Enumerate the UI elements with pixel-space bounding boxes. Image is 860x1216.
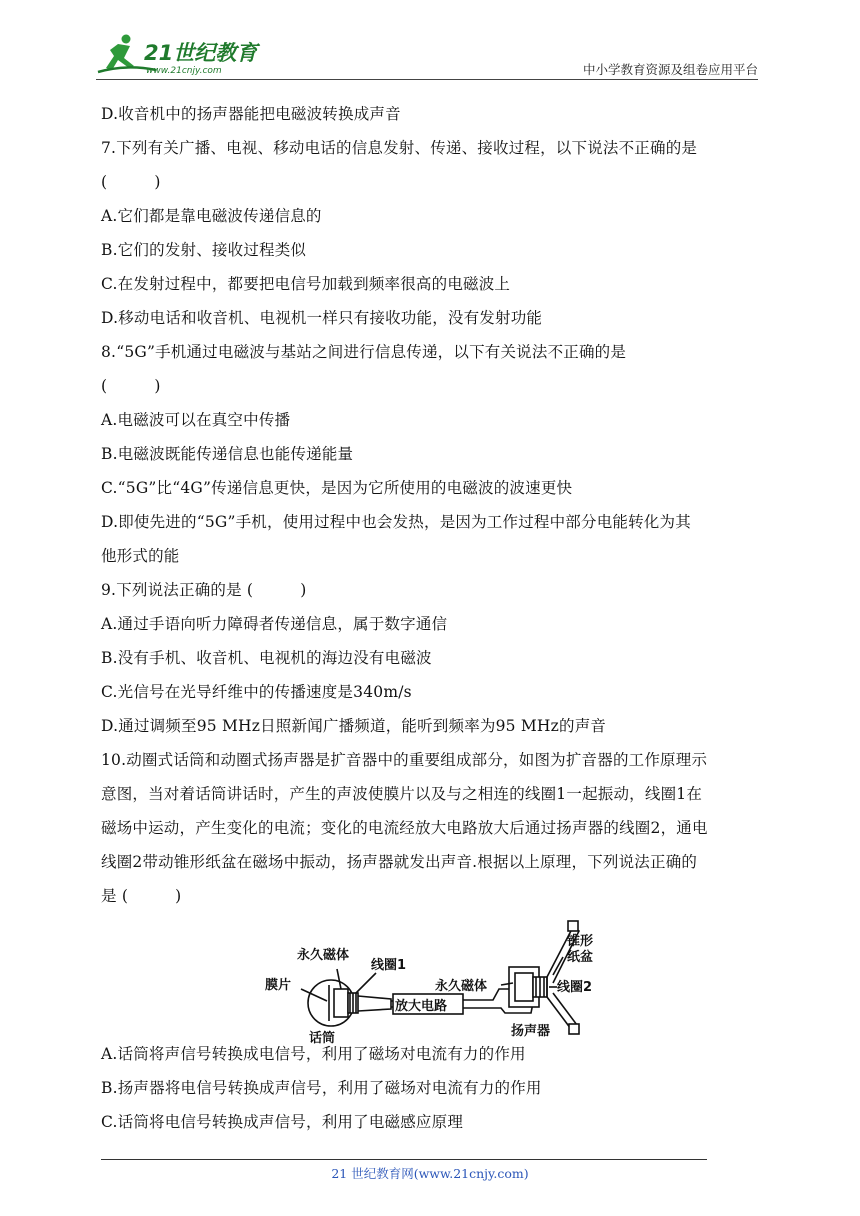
label-permanent-magnet-1: 永久磁体 [297,948,350,963]
question-7-option-d: D.移动电话和收音机、电视机一样只有接收功能，没有发射功能 [101,309,543,327]
question-10-option-a: A.话筒将声信号转换成电信号，利用了磁场对电流有力的作用 [101,1045,526,1063]
question-8-option-a: A.电磁波可以在真空中传播 [101,411,291,429]
label-cone-1: 锥形 [567,934,594,949]
footer-text[interactable]: 21 世纪教育网(www.21cnjy.com) [331,1166,529,1181]
question-10-stem-4: 线圈2带动锥形纸盆在磁场中振动，扬声器就发出声音.根据以上原理，下列说法正确的 [101,853,698,871]
question-9-stem: 9.下列说法正确的是 ( ) [101,581,307,599]
question-7-stem: 7.下列有关广播、电视、移动电话的信息发射、传递、接收过程，以下说法不正确的是 [101,139,698,157]
logo-text: 21世纪教育 [144,41,258,65]
amplifier-diagram [101,917,761,1046]
label-permanent-magnet-2: 永久磁体 [435,979,488,994]
label-coil-2: 线圈2 [557,980,593,995]
page-header [96,30,758,80]
question-10-stem-2: 意图，当对着话筒讲话时，产生的声波使膜片以及与之相连的线圈1一起振动，线圈1在 [101,785,703,803]
question-7-option-a: A.它们都是靠电磁波传递信息的 [101,207,322,225]
text-line: D.收音机中的扬声器能把电磁波转换成声音 [101,105,401,123]
question-8-blank: ( ) [101,377,161,395]
question-10-stem-3: 磁场中运动，产生变化的电流；变化的电流经放大电路放大后通过扬声器的线圈2，通电 [101,819,708,837]
question-7-option-c: C.在发射过程中，都要把电信号加载到频率很高的电磁波上 [101,275,511,293]
permanent-magnet-1 [334,989,348,1017]
question-10-option-c: C.话筒将电信号转换成声信号，利用了电磁感应原理 [101,1113,464,1131]
question-9-option-a: A.通过手语向听力障碍者传递信息，属于数字通信 [101,615,448,633]
question-10-blank: 是 ( ) [101,887,182,905]
header-divider [96,79,758,80]
document-body [101,97,761,1139]
label-amplifier: 放大电路 [395,999,448,1014]
logo-url: www.21cnjy.com [146,66,222,76]
question-10-option-b: B.扬声器将电信号转换成声信号，利用了磁场对电流有力的作用 [101,1079,542,1097]
cone-bottom-cap [569,1024,579,1034]
question-9-option-b: B.没有手机、收音机、电视机的海边没有电磁波 [101,649,432,667]
label-microphone: 话筒 [309,1031,336,1046]
question-9-option-d: D.通过调频至95 MHz日照新闻广播频道，能听到频率为95 MHz的声音 [101,717,607,735]
question-7-blank: ( ) [101,173,161,191]
question-8-option-c: C.“5G”比“4G”传递信息更快，是因为它所使用的电磁波的波速更快 [101,479,573,497]
question-9-option-c: C.光信号在光导纤维中的传播速度是340m/s [101,683,412,701]
question-10-stem-1: 10.动圈式话筒和动圈式扬声器是扩音器中的重要组成部分，如图为扩音器的工作原理示 [101,751,708,769]
site-logo [96,30,266,78]
label-diaphragm: 膜片 [265,978,292,993]
footer-divider [101,1159,707,1160]
amplifier-diagram-svg [101,917,761,1046]
question-8-stem: 8.“5G”手机通过电磁波与基站之间进行信息传递，以下有关说法不正确的是 [101,343,627,361]
question-7-option-b: B.它们的发射、接收过程类似 [101,241,307,259]
label-cone-2: 纸盆 [567,950,594,965]
label-coil-1: 线圈1 [371,958,407,973]
label-speaker: 扬声器 [511,1024,551,1039]
question-8-option-b: B.电磁波既能传递信息也能传递能量 [101,445,354,463]
question-8-option-d-cont: 他形式的能 [101,547,180,565]
platform-name: 中小学教育资源及组卷应用平台 [582,62,758,77]
question-8-option-d: D.即使先进的“5G”手机，使用过程中也会发热，是因为工作过程中部分电能转化为其 [101,513,691,531]
microphone-handle [358,996,391,1011]
cone-top-cap [568,921,578,931]
